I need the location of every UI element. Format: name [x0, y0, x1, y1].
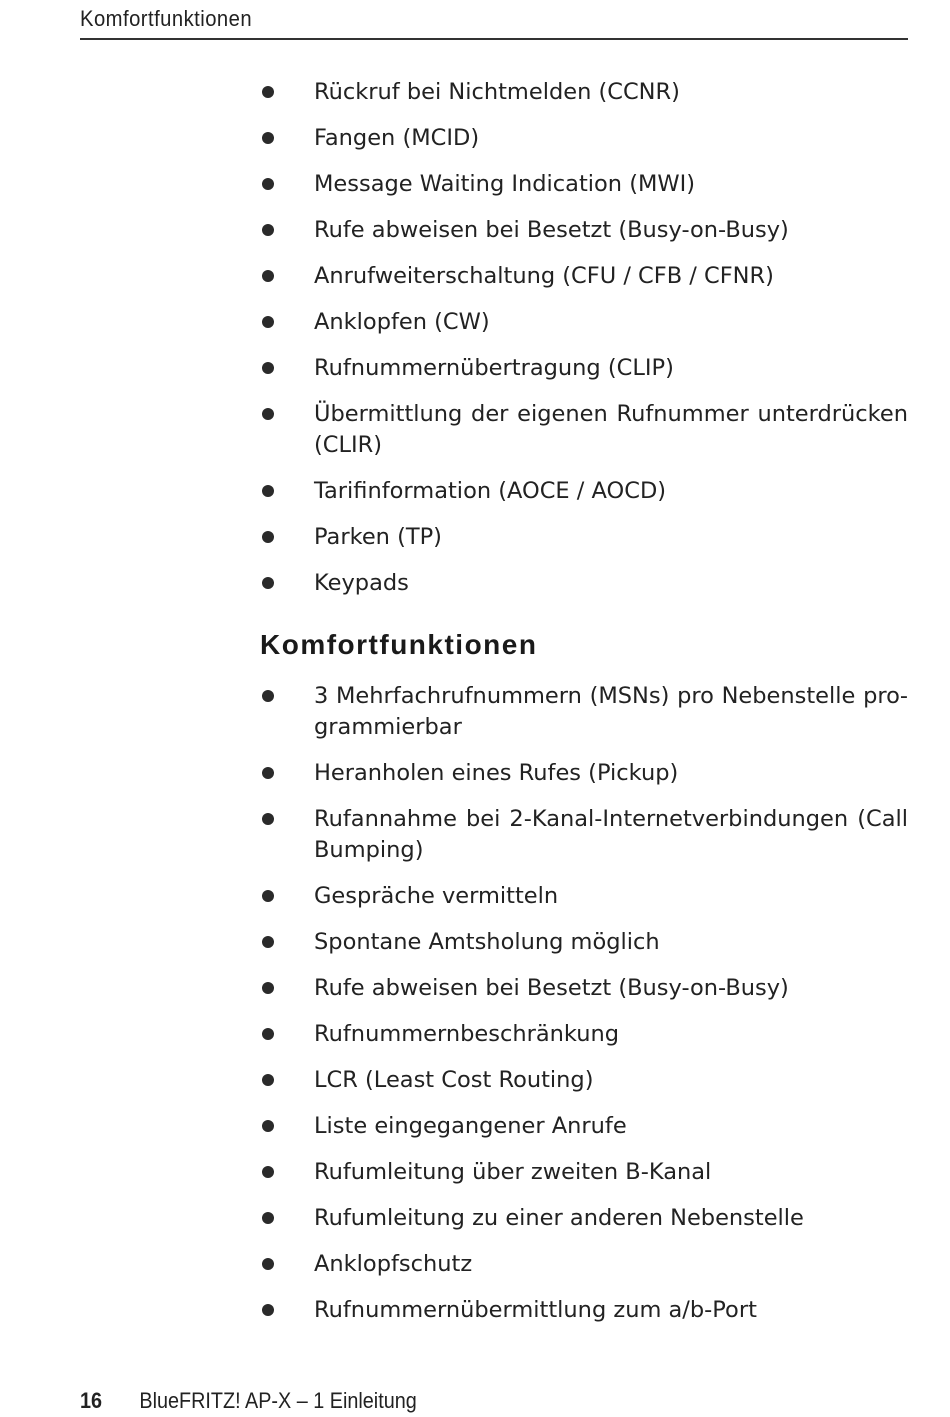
header-rule	[80, 38, 908, 40]
list-item-text: Rufe abweisen bei Besetzt (Busy-on-Busy)	[314, 217, 789, 243]
bullet-icon	[262, 408, 274, 420]
list-item	[260, 804, 908, 866]
bullet-icon	[262, 1120, 274, 1132]
list-item-text: Übermittlung der eigenen Rufnummer unterdrücken (CLIR)	[314, 401, 908, 458]
bullet-icon	[262, 362, 274, 374]
list-item-text: Rückruf bei Nichtmelden (CCNR)	[314, 79, 680, 105]
list-item-text: Liste eingegangener Anrufe	[314, 1113, 627, 1139]
bullet-icon	[262, 767, 274, 779]
bullet-icon	[262, 1212, 274, 1224]
list-item-text: Anklopfschutz	[314, 1251, 473, 1277]
page-number: 16	[80, 1388, 103, 1413]
list-item	[260, 77, 908, 108]
list-item-text: Parken (TP)	[314, 524, 442, 550]
list-item	[260, 476, 908, 507]
bullet-icon	[262, 132, 274, 144]
list-item-text: 3 Mehrfachrufnummern (MSNs) pro Nebenstelle programmierbar	[314, 683, 908, 740]
list-item	[260, 1295, 908, 1326]
list-item-text: Message Waiting Indication (MWI)	[314, 171, 696, 197]
bullet-icon	[262, 1304, 274, 1316]
bullet-icon	[262, 1166, 274, 1178]
list-item-text: Rufumleitung über zweiten B-Kanal	[314, 1159, 712, 1185]
list-item	[260, 927, 908, 958]
feature-list-1	[260, 77, 908, 614]
list-item-text: Anrufweiterschaltung (CFU / CFB / CFNR)	[314, 263, 774, 289]
bullet-icon	[262, 813, 274, 825]
list-item	[260, 881, 908, 912]
list-item-text: Rufnummernübermittlung zum a/b-Port	[314, 1297, 757, 1323]
list-item	[260, 399, 908, 461]
list-item	[260, 568, 908, 599]
list-item-text: Rufnummernbeschränkung	[314, 1021, 620, 1047]
list-item	[260, 307, 908, 338]
list-item-text: Spontane Amtsholung möglich	[314, 929, 660, 955]
list-item	[260, 1249, 908, 1280]
list-item	[260, 681, 908, 743]
section-heading: Komfortfunktionen	[260, 629, 538, 660]
bullet-icon	[262, 1028, 274, 1040]
feature-list-2	[260, 681, 908, 1341]
bullet-icon	[262, 224, 274, 236]
list-item	[260, 261, 908, 292]
list-item	[260, 169, 908, 200]
list-item-text: LCR (Least Cost Routing)	[314, 1067, 594, 1093]
bullet-icon	[262, 1074, 274, 1086]
list-item-text: Rufnummernübertragung (CLIP)	[314, 355, 674, 381]
bullet-icon	[262, 485, 274, 497]
bullet-icon	[262, 577, 274, 589]
footer-text: BlueFRITZ! AP-X – 1 Einleitung	[139, 1388, 417, 1413]
bullet-icon	[262, 316, 274, 328]
bullet-icon	[262, 690, 274, 702]
list-item	[260, 522, 908, 553]
list-item-text: Anklopfen (CW)	[314, 309, 490, 335]
list-item	[260, 1111, 908, 1142]
list-item	[260, 123, 908, 154]
list-item	[260, 353, 908, 384]
list-item-text: Rufe abweisen bei Besetzt (Busy-on-Busy)	[314, 975, 789, 1001]
list-item-text: Fangen (MCID)	[314, 125, 480, 151]
list-item-text: Tarifinformation (AOCE / AOCD)	[314, 478, 667, 504]
list-item-text: Gespräche vermitteln	[314, 883, 559, 909]
list-item	[260, 758, 908, 789]
list-item	[260, 1157, 908, 1188]
bullet-icon	[262, 178, 274, 190]
list-item-text: Heranholen eines Rufes (Pickup)	[314, 760, 679, 786]
list-item-text: Rufumleitung zu einer anderen Nebenstelle	[314, 1205, 804, 1231]
list-item	[260, 973, 908, 1004]
bullet-icon	[262, 982, 274, 994]
running-header: Komfortfunktionen	[80, 6, 253, 31]
list-item-text: Rufannahme bei 2-Kanal-Internetverbindungen (Call Bumping)	[314, 806, 908, 863]
page-footer	[80, 1388, 417, 1414]
list-item	[260, 1203, 908, 1234]
bullet-icon	[262, 270, 274, 282]
bullet-icon	[262, 890, 274, 902]
list-item	[260, 1019, 908, 1050]
bullet-icon	[262, 531, 274, 543]
bullet-icon	[262, 936, 274, 948]
list-item	[260, 1065, 908, 1096]
list-item	[260, 215, 908, 246]
bullet-icon	[262, 1258, 274, 1270]
bullet-icon	[262, 86, 274, 98]
list-item-text: Keypads	[314, 570, 409, 596]
